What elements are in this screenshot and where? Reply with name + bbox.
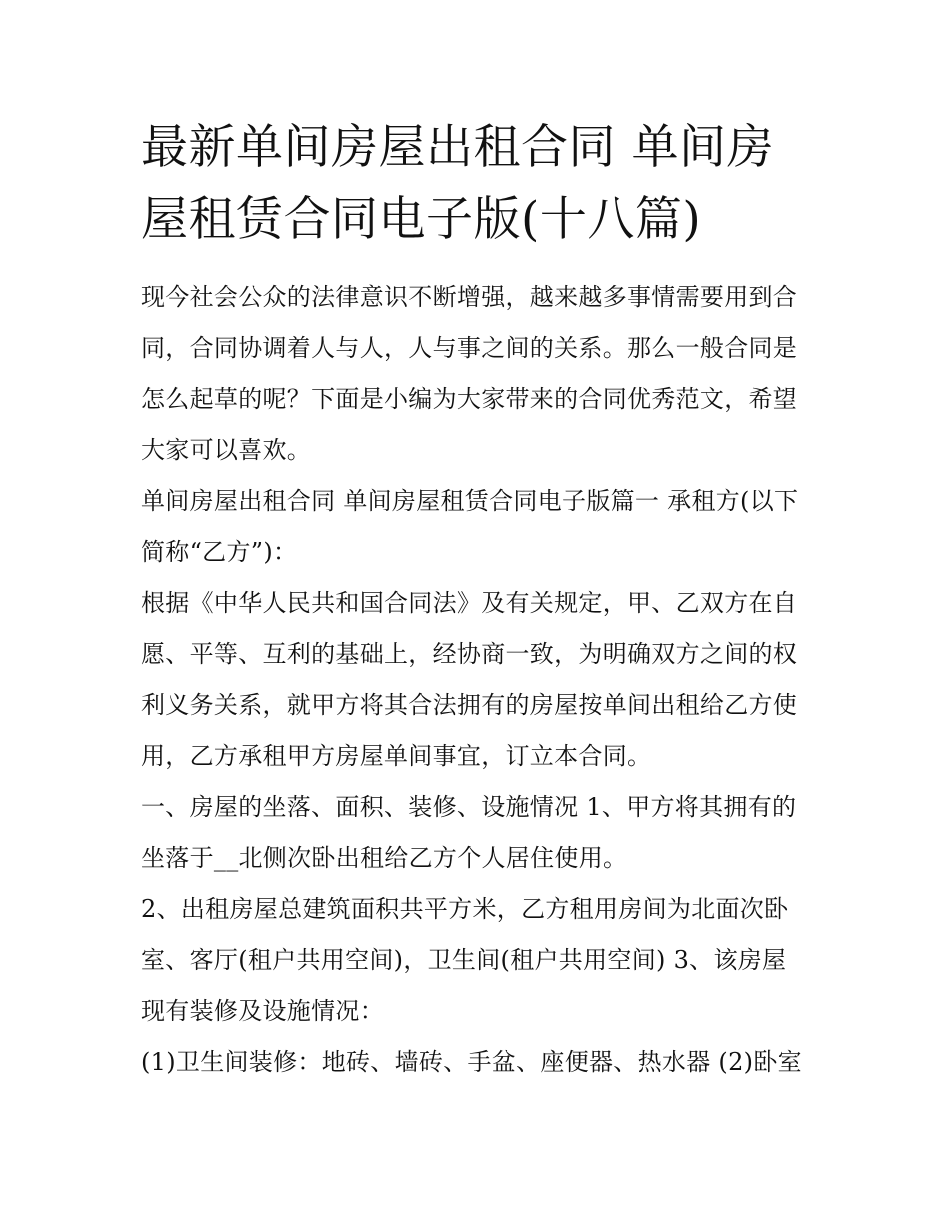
body-line: 怎么起草的呢？下面是小编为大家带来的合同优秀范文，希望 xyxy=(141,385,798,413)
body-line: 现有装修及设施情况： xyxy=(141,997,384,1025)
body-line: (1)卫生间装修：地砖、墙砖、手盆、座便器、热水器 (2)卧室 xyxy=(141,1048,802,1076)
body-line: 利义务关系，就甲方将其合法拥有的房屋按单间出租给乙方使 xyxy=(141,691,798,719)
body-line: 2、出租房屋总建筑面积共平方米，乙方租用房间为北面次卧 xyxy=(141,895,789,923)
title-line: 最新单间房屋出租合同 单间房 xyxy=(141,120,774,175)
body-line: 现今社会公众的法律意识不断增强，越来越多事情需要用到合 xyxy=(141,283,798,311)
body-line: 根据《中华人民共和国合同法》及有关规定，甲、乙双方在自 xyxy=(141,589,798,617)
body-line: 愿、平等、互利的基础上，经协商一致，为明确双方之间的权 xyxy=(141,640,798,668)
document-title xyxy=(141,112,813,256)
body-line: 同，合同协调着人与人，人与事之间的关系。那么一般合同是 xyxy=(141,334,798,362)
body-line: 一、房屋的坐落、面积、装修、设施情况 1、甲方将其拥有的 xyxy=(141,793,797,821)
body-line: 单间房屋出租合同 单间房屋租赁合同电子版篇一 承租方(以下 xyxy=(141,487,799,515)
body-line: 用，乙方承租甲方房屋单间事宜，订立本合同。 xyxy=(141,742,652,770)
body-line: 坐落于__北侧次卧出租给乙方个人居住使用。 xyxy=(141,844,628,872)
body-line: 简称“乙方”)： xyxy=(141,538,298,566)
document-body xyxy=(141,272,813,1088)
body-line: 大家可以喜欢。 xyxy=(141,436,312,464)
title-line: 屋租赁合同电子版(十八篇) xyxy=(141,192,702,247)
body-line: 室、客厅(租户共用空间)，卫生间(租户共用空间) 3、该房屋 xyxy=(141,946,787,974)
document-content xyxy=(141,112,813,1088)
